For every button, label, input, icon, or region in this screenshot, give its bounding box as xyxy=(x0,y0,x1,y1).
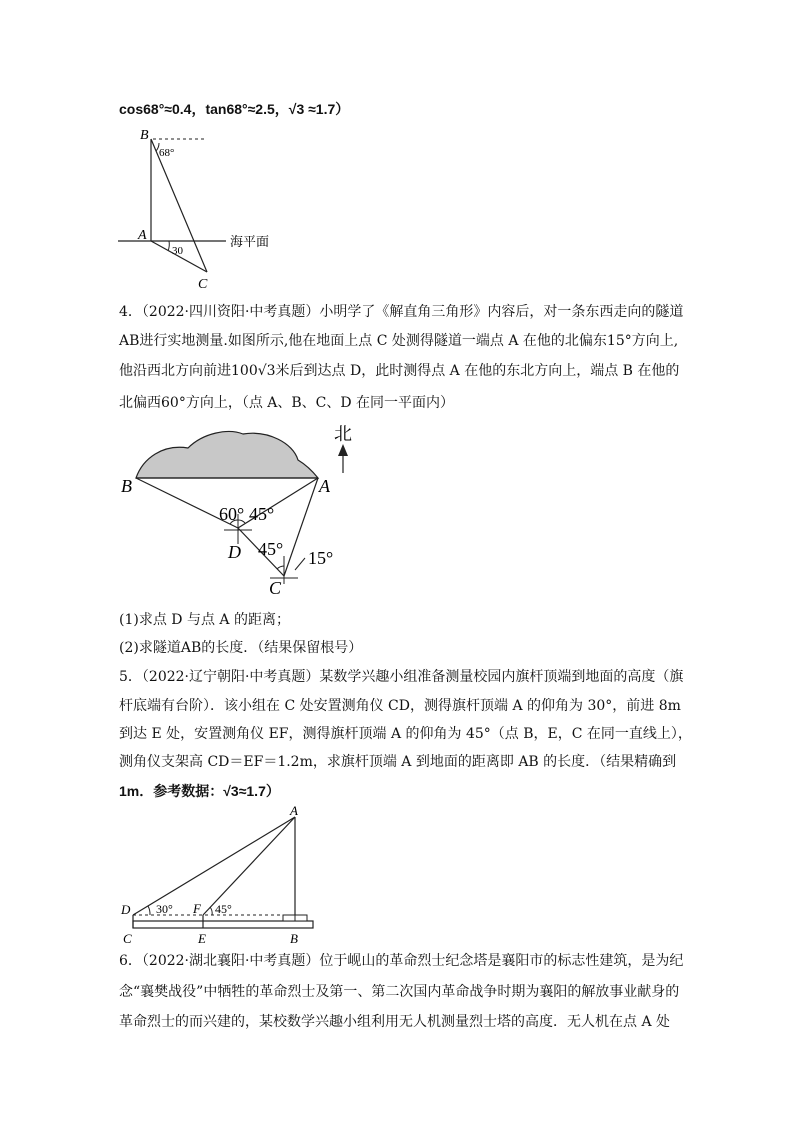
q4-north-label: 北 xyxy=(334,424,352,444)
q5-angle-45: 45° xyxy=(215,902,232,916)
q4-label-c: C xyxy=(269,578,282,598)
q5-line-3: 到达 E 处，安置测角仪 EF，测得旗杆顶端 A 的仰角为 45°（点 B，E，C 在同一直线上）， xyxy=(119,726,692,742)
q4-label-b: B xyxy=(121,476,132,496)
q3-label-c: C xyxy=(198,277,208,292)
q5-line-1: 5．（2022·辽宁朝阳·中考真题）某数学兴趣小组准备测量校园内旗杆顶端到地面的高度（旗 xyxy=(119,669,684,685)
q4-angle-45b: 45° xyxy=(258,539,284,559)
q4-angle-45a: 45° xyxy=(249,504,275,524)
q5-label-c: C xyxy=(123,931,132,946)
q5-figure xyxy=(118,805,328,950)
q3-label-a: A xyxy=(138,228,147,243)
q4-angle-15: 15° xyxy=(308,548,334,568)
q5-label-a: A xyxy=(290,803,298,818)
q5-label-f: F xyxy=(193,901,201,916)
q3-reference-values: cos68°≈0.4，tan68°≈2.5，√3 ≈1.7） xyxy=(119,101,350,117)
q3-angle-68: 68° xyxy=(159,147,175,159)
q3-sea-label: 海平面 xyxy=(230,234,270,249)
q6-line-1: 6．（2022·湖北襄阳·中考真题）位于岘山的革命烈士纪念塔是襄阳市的标志性建筑，是为纪 xyxy=(119,953,684,969)
q4-figure xyxy=(118,418,368,598)
q4-line-2: AB进行实地测量.如图所示,他在地面上点 C 处测得隧道一端点 A 在他的北偏东15°方向上, xyxy=(119,333,679,349)
q5-label-b: B xyxy=(290,931,298,946)
q4-subquestion-2: (2)求隧道AB的长度．（结果保留根号） xyxy=(119,640,363,656)
q4-subquestion-1: (1)求点 D 与点 A 的距离； xyxy=(119,612,290,628)
q3-figure xyxy=(118,124,288,294)
q5-label-d: D xyxy=(121,902,131,917)
q6-line-3: 革命烈士的而兴建的，某校数学兴趣小组利用无人机测量烈士塔的高度．无人机在点 A 处 xyxy=(119,1014,671,1030)
q4-line-4: 北偏西60°方向上，（点 A、B、C、D 在同一平面内） xyxy=(119,395,455,411)
q4-angle-60: 60° xyxy=(219,504,245,524)
q5-line-2: 杆底端有台阶）．该小组在 C 处安置测角仪 CD，测得旗杆顶端 A 的仰角为 30°，前进 8m xyxy=(119,698,681,714)
q3-angle-30: 30 xyxy=(172,245,183,257)
q5-line-4: 测角仪支架高 CD＝EF＝1.2m，求旗杆顶端 A 到地面的距离即 AB 的长度．（结果精确到 xyxy=(119,754,677,770)
q4-line-3: 他沿西北方向前进100√3米后到达点 D，此时测得点 A 在他的东北方向上，端点 B 在他的 xyxy=(119,363,680,379)
q5-angle-30: 30° xyxy=(156,902,173,916)
q3-label-b: B xyxy=(140,128,149,143)
q6-line-2: 念“襄樊战役”中牺牲的革命烈士及第一、第二次国内革命战争时期为襄阳的解放事业献身的 xyxy=(119,984,680,1000)
q5-line-5: 1m．参考数据：√3≈1.7） xyxy=(119,783,280,799)
q4-line-1: 4．（2022·四川资阳·中考真题）小明学了《解直角三角形》内容后，对一条东西走向的隧道 xyxy=(119,304,684,320)
q4-label-a: A xyxy=(319,476,330,496)
q5-label-e: E xyxy=(198,931,206,946)
q4-label-d: D xyxy=(228,542,241,562)
